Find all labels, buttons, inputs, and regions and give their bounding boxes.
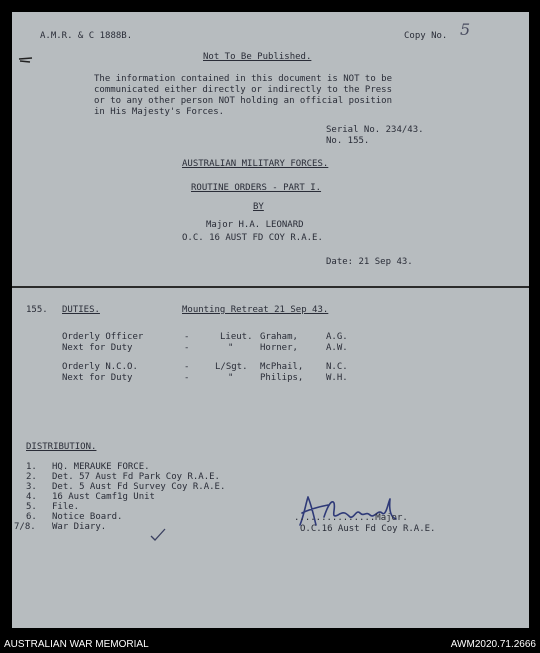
copy-label: Copy No.	[404, 31, 448, 41]
document-title: ROUTINE ORDERS - PART I.	[191, 183, 322, 193]
list-item: 4.	[26, 492, 37, 502]
officer-name: Major H.A. LEONARD	[206, 220, 304, 230]
order-date: Date: 21 Sep 43.	[326, 257, 413, 267]
form-code: A.M.R. & C 1888B.	[40, 31, 133, 41]
list-item: 2.	[26, 472, 37, 482]
signature-rank: ...............Major.	[294, 513, 408, 523]
serial-number: Serial No. 234/43.	[326, 125, 424, 135]
order-number: No. 155.	[326, 136, 370, 146]
punch-hole-mark	[18, 54, 34, 68]
footer-source: AUSTRALIAN WAR MEMORIAL	[4, 639, 149, 650]
mounting-info: Mounting Retreat 21 Sep 43.	[182, 305, 329, 315]
officer-unit: O.C. 16 AUST FD COY R.A.E.	[182, 233, 323, 243]
duties-number: 155.	[26, 305, 48, 315]
list-item: 1.	[26, 462, 37, 472]
list-item: 7/8.	[14, 522, 36, 532]
list-item: 5.	[26, 502, 37, 512]
distribution-heading: DISTRIBUTION.	[26, 442, 97, 452]
document-sheet: A.M.R. & C 1888B. Copy No. 5 Not To Be Published. The information contained in this document is NOT to be communicated either directly or indirectly to the Press or to any other person NOT holding an official position in His Majesty's Forces. Serial No. 234/43. No. 155. AUSTRALIAN MILITARY FORCES. ROUTINE ORDERS - PART I. BY Major H.A. LEONARD O.C. 16 AUST FD COY R.A.E. Date: 21 Sep 43. 155. DUTIES. Mounting Retreat 21 Sep 43. Orderly Officer - Lieut. Graham, A.G. Next for Duty - " Horner, A.W. Orderly N.C.O. - L/Sgt. McPhail, N.C. Next for Duty - " Philips, W.H. DISTRIBUTION. 1. HQ. MERAUKE FORCE. 2. Det. 57 Aust Fd Park Coy R.A.E. 3. Det. 5 Aust Fd Survey Coy R.A.E. 4. 16 Aust Camf1g Unit 5. File. 6. Notice Board. 7/8. War Diary. ...............Major. O.C.16 Aust Fd Coy R.A.E.	[12, 12, 529, 628]
copy-number: 5	[460, 20, 471, 39]
signature-unit: O.C.16 Aust Fd Coy R.A.E.	[300, 524, 436, 534]
handwritten-tick	[116, 517, 167, 557]
list-item: 3.	[26, 482, 37, 492]
classification-heading: Not To Be Published.	[203, 52, 312, 62]
org-title: AUSTRALIAN MILITARY FORCES.	[182, 159, 329, 169]
section-divider	[12, 286, 529, 288]
footer-accession: AWM2020.71.2666	[450, 639, 536, 650]
list-item: 6.	[26, 512, 37, 522]
by-label: BY	[253, 202, 264, 212]
duties-heading: DUTIES.	[62, 305, 100, 315]
